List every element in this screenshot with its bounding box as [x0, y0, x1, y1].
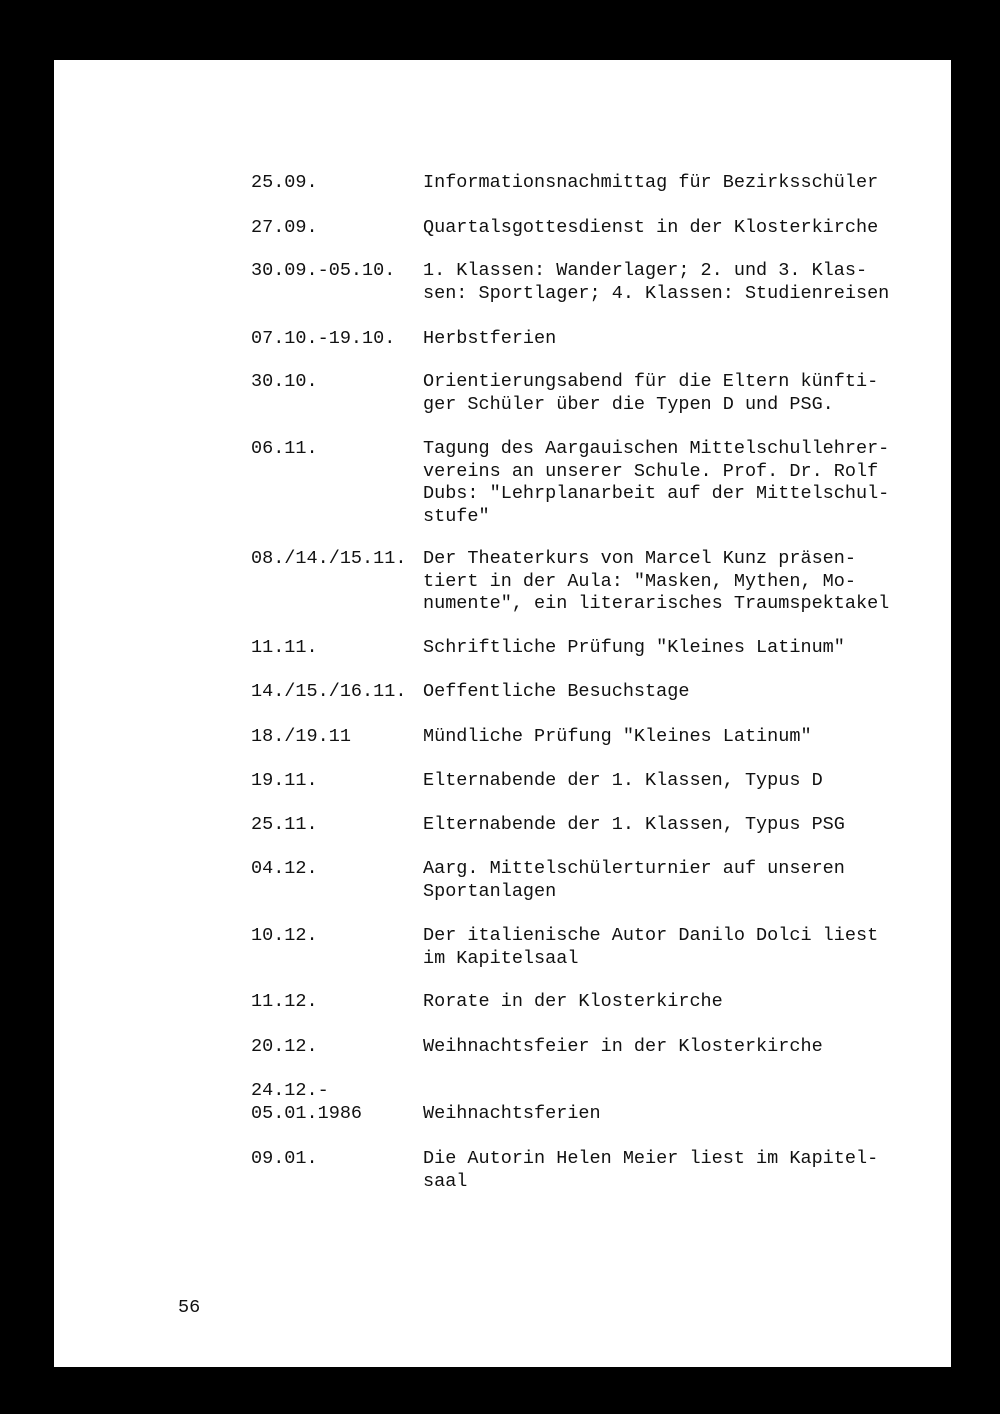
event-line: Der Theaterkurs von Marcel Kunz präsen-	[423, 548, 856, 569]
event-date: 08./14./15.11.	[251, 548, 407, 569]
event-date: 25.11.	[251, 814, 318, 835]
event-date: 30.10.	[251, 371, 318, 392]
event-line: Schriftliche Prüfung "Kleines Latinum"	[423, 637, 845, 658]
event-line: Dubs: "Lehrplanarbeit auf der Mittelschul-	[423, 483, 890, 504]
event-date: 27.09.	[251, 217, 318, 238]
page-number: 56	[178, 1297, 201, 1318]
event-description	[423, 991, 971, 1014]
event-line: saal	[423, 1170, 468, 1192]
event-description	[423, 548, 971, 616]
event-date: 18./19.11	[251, 726, 351, 747]
event-description	[423, 726, 971, 749]
event-line: Aarg. Mittelschülerturnier auf unseren	[423, 858, 845, 879]
event-line: Rorate in der Klosterkirche	[423, 991, 723, 1012]
event-line: stufe"	[423, 505, 490, 527]
event-date: 14./15./16.11.	[251, 681, 407, 702]
event-line: Quartalsgottesdienst in der Klosterkirche	[423, 217, 879, 238]
event-line: tiert in der Aula: "Masken, Mythen, Mo-	[423, 570, 856, 592]
event-line: Tagung des Aargauischen Mittelschullehrer-	[423, 438, 890, 459]
event-line: Informationsnachmittag für Bezirksschüler	[423, 172, 879, 193]
event-date: 10.12.	[251, 925, 318, 946]
event-date: 11.11.	[251, 637, 318, 658]
event-description	[423, 925, 971, 970]
event-description	[423, 814, 971, 837]
event-line: Oeffentliche Besuchstage	[423, 681, 690, 702]
event-description	[423, 172, 971, 195]
event-date: 24.12.- 05.01.1986	[251, 1080, 363, 1124]
event-line: numente", ein literarisches Traumspektakel	[423, 593, 890, 614]
event-description	[423, 1148, 971, 1193]
event-description	[423, 858, 971, 903]
event-date: 19.11.	[251, 770, 318, 791]
event-line: Mündliche Prüfung "Kleines Latinum"	[423, 726, 812, 747]
event-date: 20.12.	[251, 1036, 318, 1057]
event-description	[423, 371, 971, 416]
event-description	[423, 260, 971, 305]
event-line: sen: Sportlager; 4. Klassen: Studienreisen	[423, 282, 890, 304]
event-date: 25.09.	[251, 172, 318, 193]
event-date: 07.10.-19.10.	[251, 328, 396, 349]
event-line: Die Autorin Helen Meier liest im Kapitel-	[423, 1148, 879, 1169]
event-date: 04.12.	[251, 858, 318, 879]
event-date: 06.11.	[251, 438, 318, 459]
event-line: Sportanlagen	[423, 880, 557, 902]
event-line: 1. Klassen: Wanderlager; 2. und 3. Klas-	[423, 260, 868, 281]
event-line: Elternabende der 1. Klassen, Typus D	[423, 770, 823, 791]
event-line: Elternabende der 1. Klassen, Typus PSG	[423, 814, 845, 835]
event-line: Herbstferien	[423, 328, 557, 349]
event-line: ger Schüler über die Typen D und PSG.	[423, 393, 834, 415]
event-date: 09.01.	[251, 1148, 318, 1169]
event-description	[423, 681, 971, 704]
event-line: Weihnachtsferien	[423, 1102, 601, 1124]
event-date: 11.12.	[251, 991, 318, 1012]
document-page	[54, 60, 951, 1367]
event-line: im Kapitelsaal	[423, 947, 579, 969]
event-line: Der italienische Autor Danilo Dolci liest	[423, 925, 879, 946]
event-date: 30.09.-05.10.	[251, 260, 396, 281]
event-description	[423, 770, 971, 793]
event-line: vereins an unserer Schule. Prof. Dr. Rolf	[423, 460, 879, 482]
event-description	[423, 1036, 971, 1059]
event-line: Orientierungsabend für die Eltern künfti-	[423, 371, 879, 392]
event-description	[423, 1103, 971, 1126]
event-description	[423, 637, 971, 660]
event-description	[423, 217, 971, 240]
event-line: Weihnachtsfeier in der Klosterkirche	[423, 1036, 823, 1057]
event-description	[423, 328, 971, 351]
event-description	[423, 438, 971, 528]
